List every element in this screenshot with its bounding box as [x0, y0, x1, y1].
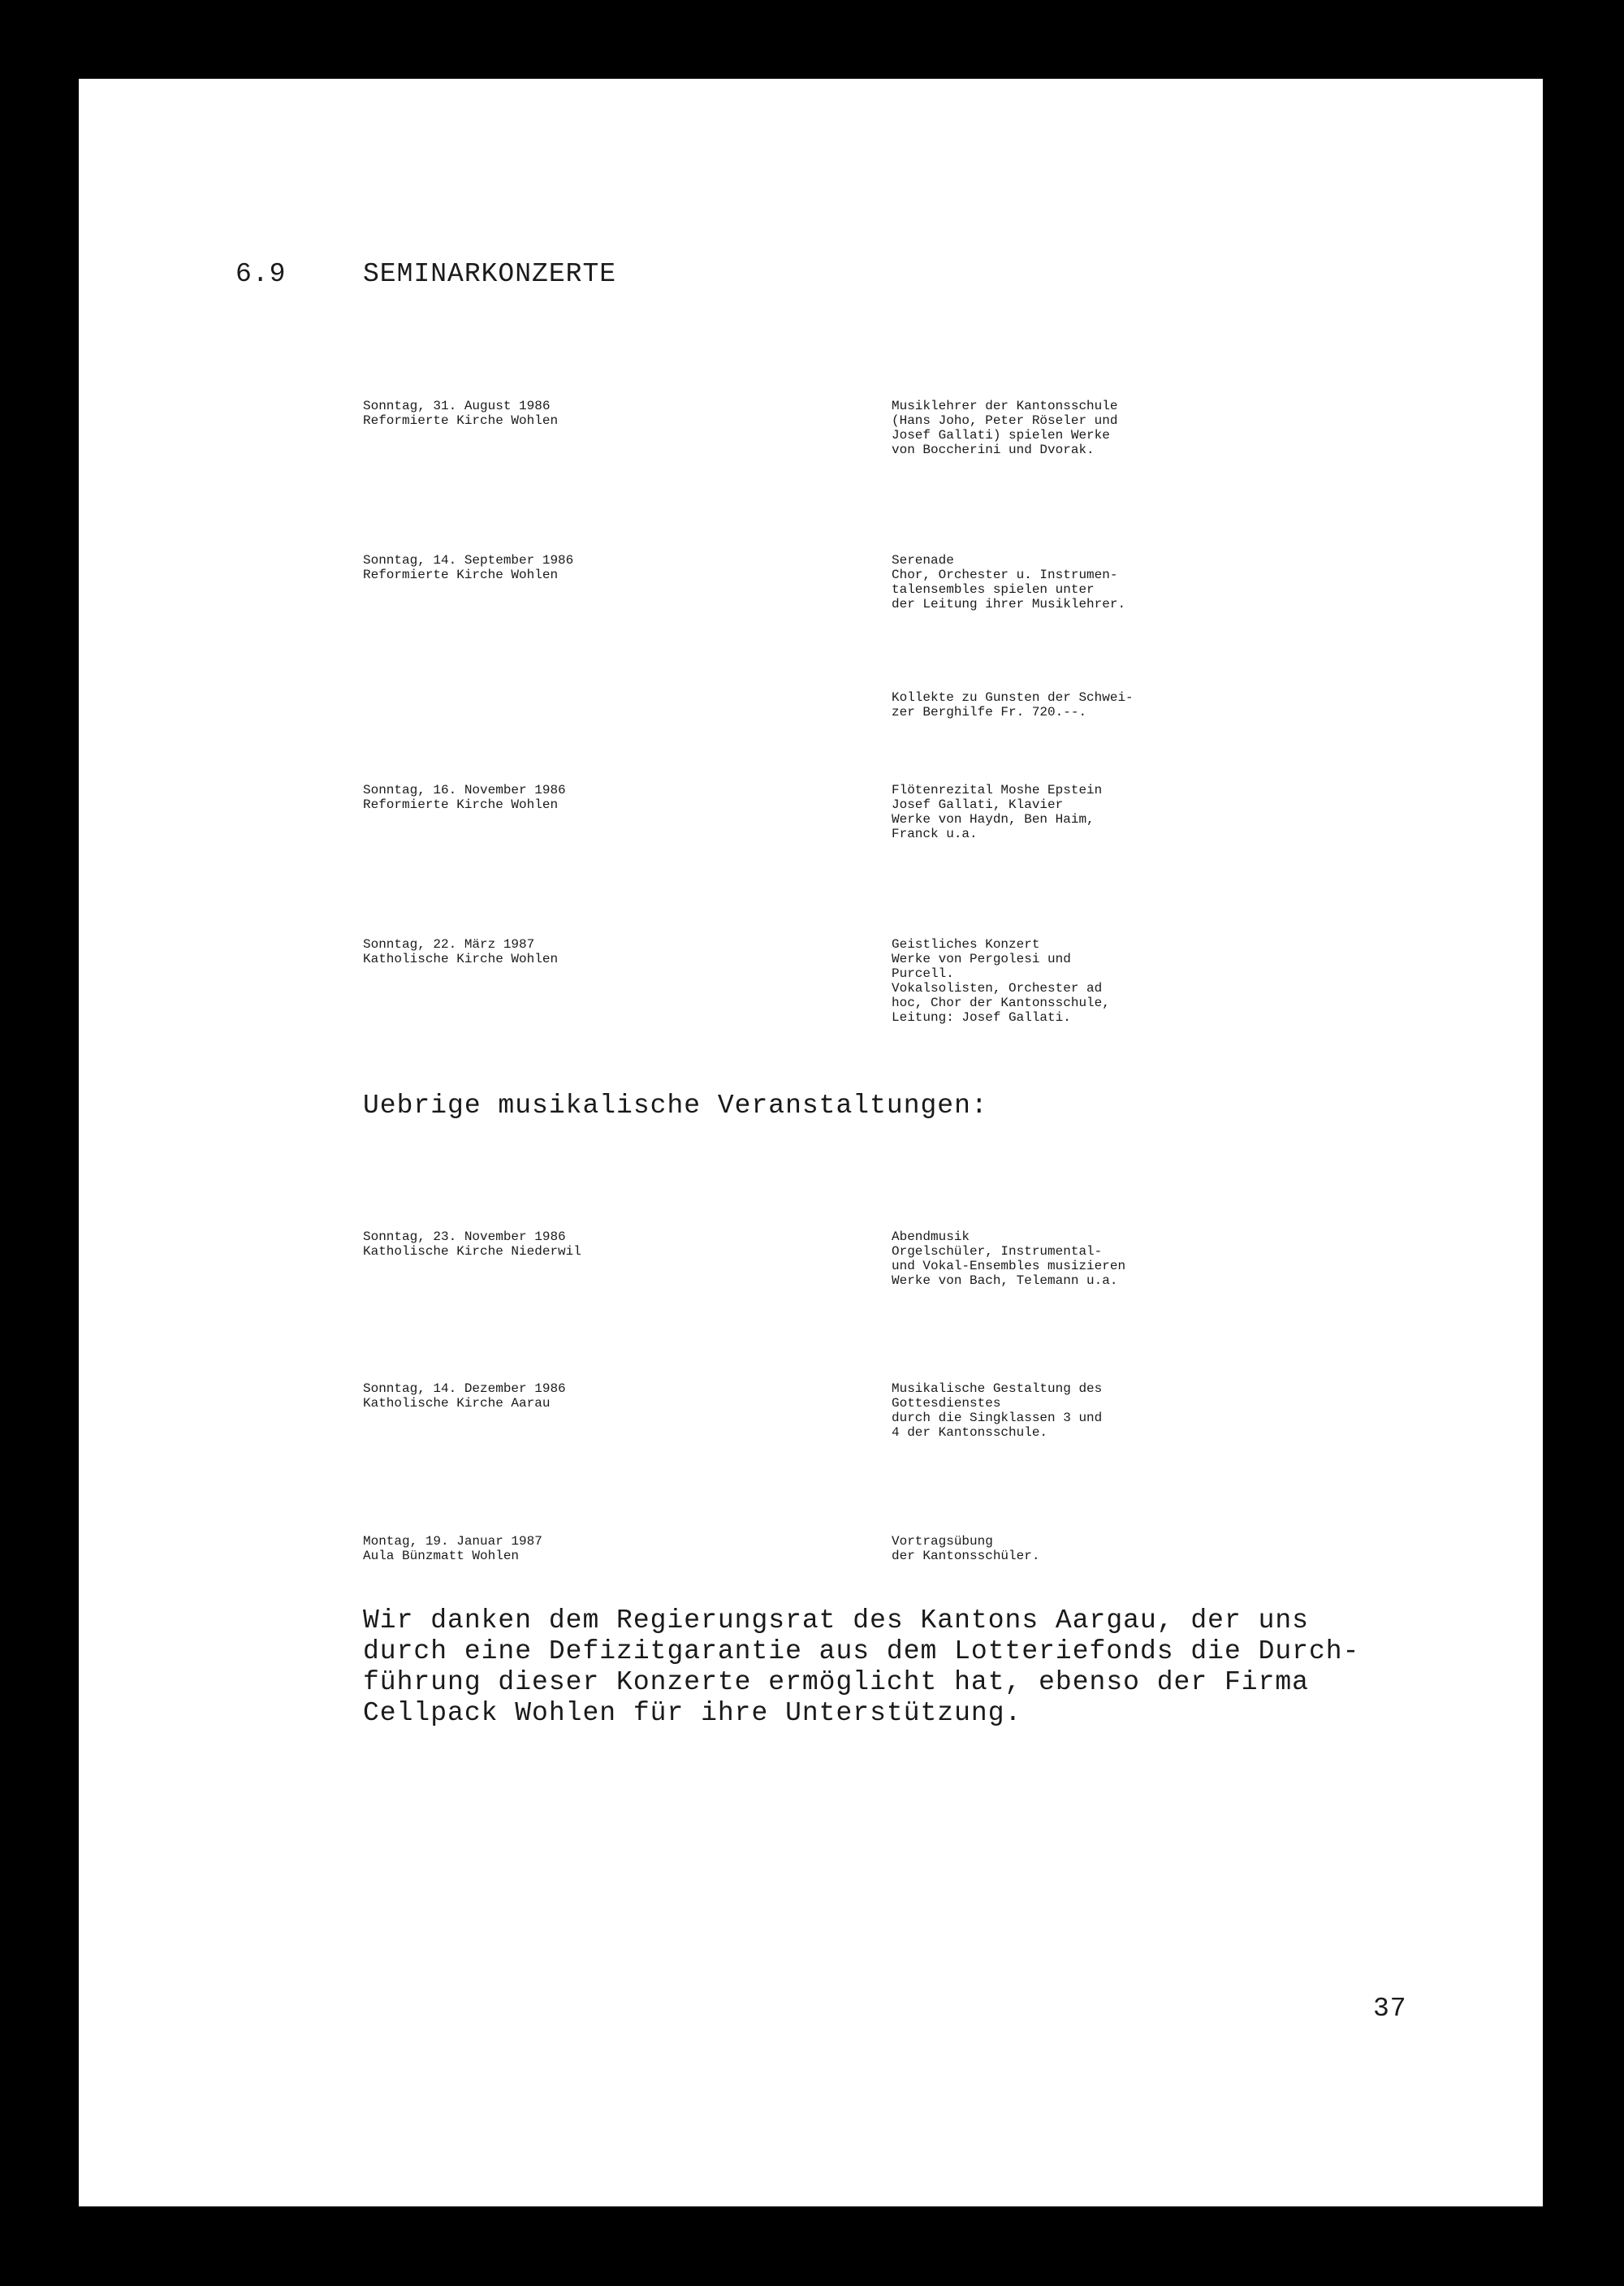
event-date: Sonntag, 23. November 1986	[363, 1229, 566, 1244]
description-line: Chor, Orchester u. Instrumen-	[892, 568, 1118, 582]
other-event-3-when-where	[363, 1534, 542, 1563]
other-event-1-description	[892, 1229, 1125, 1288]
description-line: (Hans Joho, Peter Röseler und	[892, 413, 1118, 428]
concert-2-collection-note	[892, 690, 1134, 720]
description-line: Serenade	[892, 553, 954, 568]
event-venue: Katholische Kirche Niederwil	[363, 1244, 581, 1259]
concert-3-when-where	[363, 783, 566, 812]
description-line: Leitung: Josef Gallati.	[892, 1010, 1071, 1025]
section-title: SEMINARKONZERTE	[363, 259, 617, 289]
concert-3-description	[892, 783, 1102, 841]
description-line: durch die Singklassen 3 und	[892, 1411, 1103, 1425]
description-line: Geistliches Konzert	[892, 937, 1040, 952]
description-line: der Kantonsschüler.	[892, 1549, 1040, 1563]
concert-2-when-where	[363, 553, 573, 582]
description-line: der Leitung ihrer Musiklehrer.	[892, 597, 1126, 611]
other-events-heading: Uebrige musikalische Veranstaltungen:	[363, 1091, 988, 1121]
concert-venue: Katholische Kirche Wohlen	[363, 952, 559, 966]
acknowledgement-line: Wir danken dem Regierungsrat des Kantons Aargau, der uns	[363, 1605, 1309, 1636]
section-number: 6.9	[235, 259, 287, 289]
acknowledgement-paragraph	[363, 1605, 1359, 1729]
description-line: hoc, Chor der Kantonsschule,	[892, 996, 1110, 1010]
description-line: Orgelschüler, Instrumental-	[892, 1244, 1103, 1259]
acknowledgement-line: führung dieser Konzerte ermöglicht hat, ebenso der Firma	[363, 1667, 1309, 1697]
description-line: Musikalische Gestaltung des	[892, 1381, 1103, 1396]
event-date: Sonntag, 14. Dezember 1986	[363, 1381, 566, 1396]
concert-date: Sonntag, 31. August 1986	[363, 399, 551, 413]
concert-date: Sonntag, 14. September 1986	[363, 553, 574, 568]
description-line: Josef Gallati) spielen Werke	[892, 428, 1110, 443]
description-line: Werke von Haydn, Ben Haim,	[892, 812, 1095, 827]
event-date: Montag, 19. Januar 1987	[363, 1534, 542, 1549]
document-page	[79, 79, 1543, 2206]
other-event-1-when-where	[363, 1229, 581, 1259]
concert-1-when-where	[363, 399, 558, 428]
note-line: zer Berghilfe Fr. 720.--.	[892, 705, 1087, 720]
description-line: Josef Gallati, Klavier	[892, 797, 1064, 812]
concert-4-when-where	[363, 937, 558, 966]
description-line: von Boccherini und Dvorak.	[892, 443, 1095, 457]
acknowledgement-line: Cellpack Wohlen für ihre Unterstützung.	[363, 1698, 1022, 1728]
description-line: talensembles spielen unter	[892, 582, 1095, 597]
description-line: 4 der Kantonsschule.	[892, 1425, 1048, 1440]
note-line: Kollekte zu Gunsten der Schwei-	[892, 690, 1134, 705]
concert-4-description	[892, 937, 1110, 1025]
concert-1-description	[892, 399, 1117, 457]
concert-venue: Reformierte Kirche Wohlen	[363, 568, 559, 582]
description-line: Franck u.a.	[892, 827, 978, 841]
description-line: Werke von Pergolesi und	[892, 952, 1071, 966]
concert-venue: Reformierte Kirche Wohlen	[363, 797, 559, 812]
concert-2-description	[892, 553, 1125, 611]
concert-venue: Reformierte Kirche Wohlen	[363, 413, 559, 428]
description-line: Purcell.	[892, 966, 954, 981]
description-line: Flötenrezital Moshe Epstein	[892, 783, 1103, 797]
acknowledgement-line: durch eine Defizitgarantie aus dem Lotteriefonds die Durch-	[363, 1636, 1360, 1666]
other-event-3-description	[892, 1534, 1039, 1563]
description-line: Gottesdienstes	[892, 1396, 1001, 1411]
other-event-2-when-where	[363, 1381, 566, 1411]
description-line: Abendmusik	[892, 1229, 970, 1244]
description-line: Vokalsolisten, Orchester ad	[892, 981, 1103, 996]
other-event-2-description	[892, 1381, 1102, 1440]
description-line: Werke von Bach, Telemann u.a.	[892, 1273, 1118, 1288]
description-line: Musiklehrer der Kantonsschule	[892, 399, 1118, 413]
page-number: 37	[1373, 1994, 1407, 2024]
concert-date: Sonntag, 16. November 1986	[363, 783, 566, 797]
event-venue: Katholische Kirche Aarau	[363, 1396, 551, 1411]
concert-date: Sonntag, 22. März 1987	[363, 937, 535, 952]
description-line: und Vokal-Ensembles musizieren	[892, 1259, 1126, 1273]
event-venue: Aula Bünzmatt Wohlen	[363, 1549, 520, 1563]
description-line: Vortragsübung	[892, 1534, 993, 1549]
